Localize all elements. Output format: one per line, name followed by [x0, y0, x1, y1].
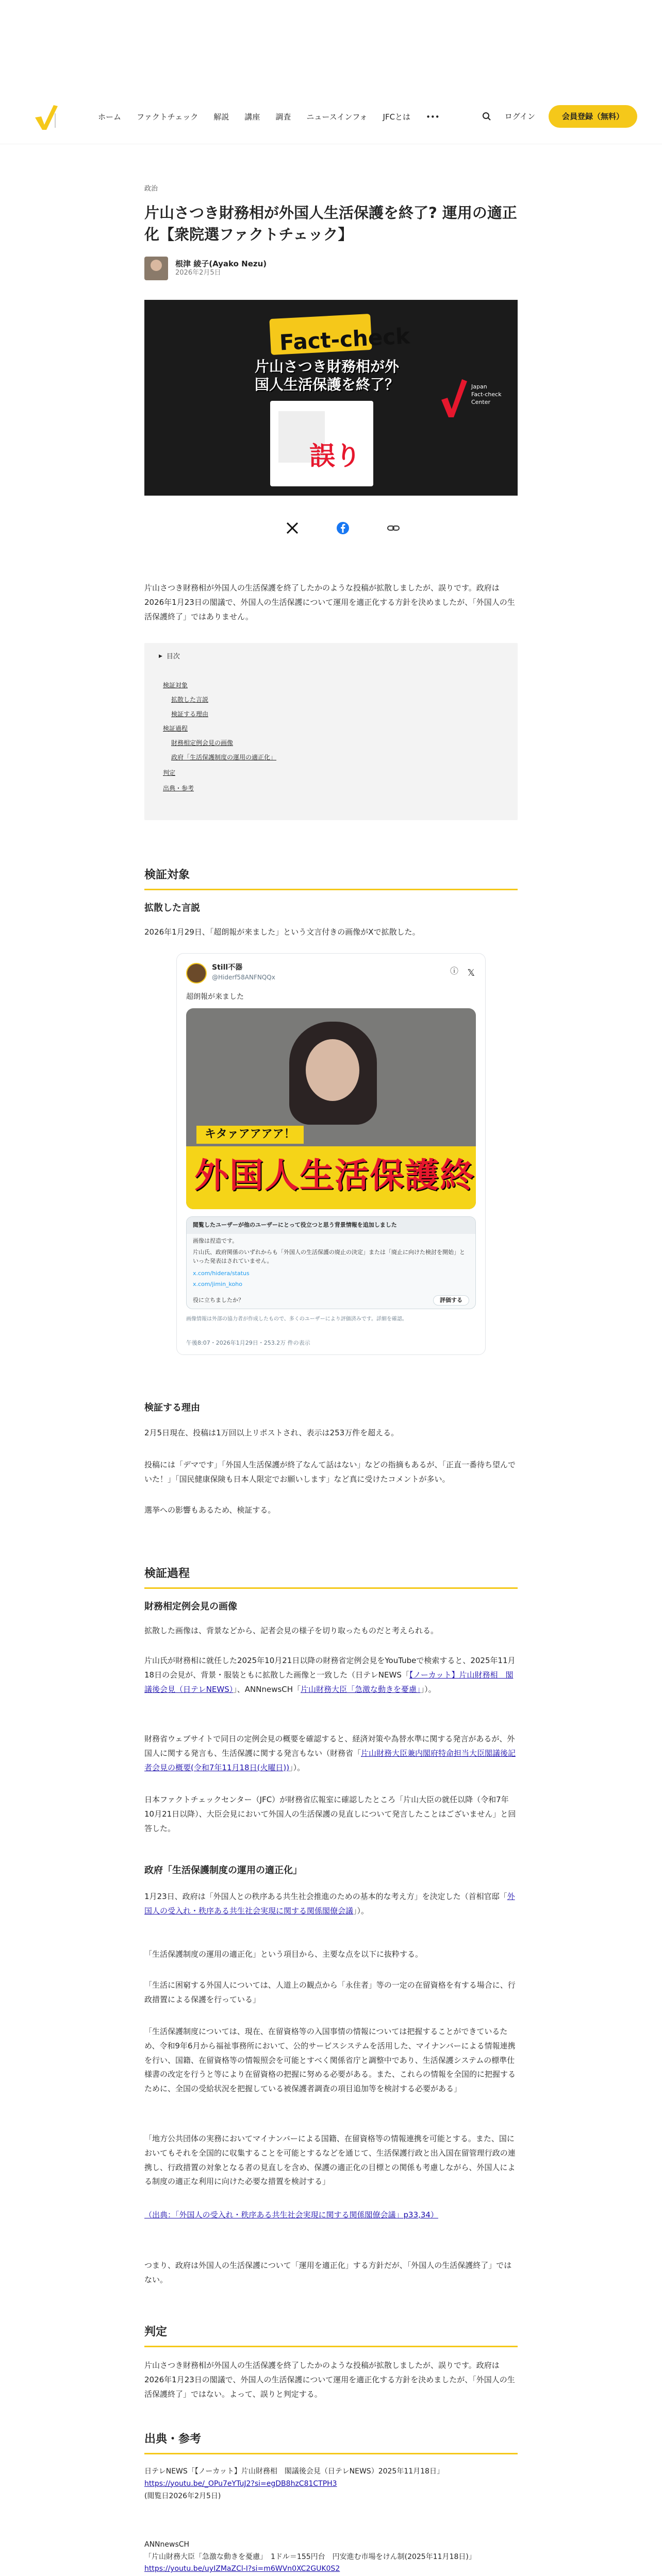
source-url[interactable]: https://youtu.be/_OPu7eYTuJ2?si=egDB8hzC81CTPH3	[144, 2479, 337, 2488]
jfc-checkmark-icon	[440, 377, 468, 418]
jfc-logo[interactable]	[33, 102, 64, 131]
nav-explainer[interactable]: 解説	[213, 112, 229, 122]
tweet-image[interactable]	[186, 1008, 476, 1209]
toc-header[interactable]: ▶ 目次	[159, 653, 180, 660]
community-note	[186, 1216, 476, 1309]
tweet-footnote: 画像情報は外部の協力者が作成したもので、多くのユーザーにより評価済みです。詳細を確認。	[186, 1316, 407, 1322]
tweet-text: 超朗報が来ました	[186, 993, 244, 1001]
source-link[interactable]: （出典：「外国人の受入れ・秩序ある共生社会実現に関する関係閣僚会議」p33,34）	[144, 2210, 438, 2219]
section-heading: 出典・参考	[144, 2432, 518, 2454]
tweet-meta[interactable]: 午後8:07・2026年1月29日・253.2万 件の表示	[186, 1340, 310, 1346]
x-share-icon[interactable]	[285, 520, 300, 536]
paragraph: 財務省ウェブサイトで同日の定例会見の概要を確認すると、経済対策や為替水準に関する発言があるが、外国人に関する発言も、生活保護に関する発言もない（財務省「片山財務大臣兼内閣府特命担当大臣閣議後記者会見の概要(令和7年11月18日(火曜日))」）。	[144, 1734, 516, 1772]
tweet-avatar[interactable]	[186, 963, 207, 984]
hero-image	[144, 300, 518, 496]
nav-research[interactable]: 調査	[275, 112, 291, 122]
x-logo-icon[interactable]: 𝕏	[467, 968, 475, 978]
nav-more[interactable]: •••	[426, 112, 440, 122]
hero-headline: 片山さつき財務相が外国人生活保護を終了？	[254, 358, 399, 393]
section-heading: 判定	[144, 2325, 518, 2347]
community-note-body: 画像は捏造です。	[193, 1237, 238, 1244]
publish-date: 2026年2月5日	[175, 269, 221, 277]
toc-item[interactable]: 検証対象	[163, 682, 188, 689]
quote-paragraph: 「生活に困窮する外国人については、人道上の観点から「永住者」等の一定の在留資格を有する場合に、行政措置による保護を行っている」	[144, 1980, 516, 2004]
jfc-org-label: Japan Fact-check Center	[471, 383, 502, 405]
subsection-heading: 拡散した言説	[144, 903, 200, 913]
main-nav	[98, 110, 440, 124]
table-of-contents	[144, 643, 518, 820]
tweet-image-caption: キタァアアアア！	[196, 1126, 304, 1144]
community-note-link[interactable]: x.com/hidera/status	[193, 1270, 250, 1277]
paragraph: 2026年1月29日、「超朗報が来ました」という文言付きの画像がXで拡散した。	[144, 927, 420, 937]
copy-link-icon[interactable]	[386, 520, 401, 536]
community-note-header: 閲覧したユーザーが他のユーザーにとって役立つと思う背景情報を追加しました	[187, 1217, 475, 1234]
section-heading: 検証対象	[144, 868, 518, 890]
verdict-paragraph: 片山さつき財務相が外国人の生活保護を終了したかのような投稿が拡散しましたが、誤りです。政府は2026年1月23日の閣議で、外国人の生活保護について運用を適正化する方針を決めましたが、「外国人の生活保護終了」ではない。よって、誤りと判定する。	[144, 2361, 515, 2399]
subsection-heading: 検証する理由	[144, 1402, 200, 1413]
page-title: 片山さつき財務相が外国人生活保護を終了? 運用の適正化【衆院選ファクトチェック】	[144, 204, 517, 244]
nav-factcheck[interactable]: ファクトチェック	[137, 112, 198, 122]
paragraph: 拡散した画像は、背景などから、記者会見の様子を切り取ったものだと考えられる。	[144, 1626, 439, 1635]
source-link[interactable]: 片山財務大臣兼内閣府特命担当大臣閣議後記者会見の概要(令和7年11月18日(火曜日))	[144, 1748, 516, 1772]
toc-item[interactable]: 財務相定例会見の画像	[171, 739, 234, 747]
paragraph: 選挙への影響もあるため、検証する。	[144, 1505, 276, 1515]
subsection-heading: 財務相定例会見の画像	[144, 1601, 237, 1612]
author-block	[144, 257, 267, 280]
facebook-share-icon[interactable]	[335, 520, 351, 536]
quote-reference	[144, 2208, 518, 2223]
toc-item[interactable]: 出典・参考	[163, 785, 194, 792]
quote-paragraph: 「地方公共団体の実務においてマイナンバーによる国籍、在留資格等の情報連携を可能とする。また、国においてもそれを全国的に収集することを可能とするなどを通じて、生活保護行政と出入国在留管理行政の連携し、行政措置の対象となる者の見直しを含め、保護の適正化の目標との関係も考慮しながら、外国人による制度の適正な利用に向けた必要な措置を検討する」	[144, 2134, 516, 2187]
community-note-link[interactable]: x.com/jimin_koho	[193, 1280, 242, 1287]
register-button[interactable]: 会員登録（無料）	[549, 105, 637, 128]
quote-paragraph: 「生活保護制度については、現在、在留資格等の入国事情の情報については把握することができているため、令和9年6月から福祉事務所において、公的サービスシステムを活用した、マイナンバーによる情報連携を行い、国籍、在留資格等の情報照会を可能とすべく関係省庁と調整中であり、生活保護システムの標準仕様書の改定を行うと等により在留資格の把握に努める必要がある。また、これらの情報を全国的に把握するために、全国の受給状況を把握している被保護者調査の項目追加等を検討する必要がある」	[144, 2027, 516, 2093]
toc-item[interactable]: 検証する理由	[171, 710, 209, 718]
paragraph: 2月5日現在、投稿は1万回以上リポストされ、表示は253万件を超える。	[144, 1428, 399, 1437]
source-link[interactable]: 片山財務大臣「急激な動きを憂慮」	[301, 1684, 421, 1694]
paragraph: 「生活保護制度の運用の適正化」という項目から、主要な点を以下に抜粋する。	[144, 1950, 423, 1959]
embedded-tweet[interactable]	[176, 953, 486, 1355]
note-helpful-question: 役に立ちましたか？	[193, 1296, 244, 1303]
source-link[interactable]: 外国人の受入れ・秩序ある共生社会実現に関する関係閣僚会議	[144, 1892, 515, 1916]
paragraph: 1月23日、政府は「外国人との秩序ある共生社会推進のための基本的な考え方」を決定した（首相官邸「外国人の受入れ・秩序ある共生社会実現に関する関係閣僚会議」）。	[144, 1892, 515, 1916]
source-url[interactable]: https://youtu.be/uyIZMaZCl-I?si=m6WVn0XC2GUK0S2	[144, 2565, 340, 2573]
community-note-body: 片山氏、政府関係のいずれからも「外国人の生活保護の廃止の決定」または「廃止に向けた検討を開始」といった発表はされていません。	[193, 1249, 465, 1264]
tweet-image-banner: 外国人生活保護終	[186, 1146, 476, 1209]
login-link[interactable]: ログイン	[504, 112, 535, 121]
source-item: 日テレNEWS「【ノーカット】片山財務相 閣議後会見（日テレNEWS）2025年11月18日」 https://youtu.be/_OPu7eYTuJ2?si=egDB8hzC81CTPH3 (閲覧日2026年2月5日)	[144, 2467, 444, 2500]
toc-item[interactable]: 政府「生活保護制度の運用の適正化」	[171, 754, 277, 761]
header-actions	[482, 105, 637, 128]
source-link[interactable]: 【ノーカット】片山財務相 閣議後会見（日テレNEWS）	[144, 1670, 514, 1694]
author-name[interactable]: 根津 綾子(Ayako Nezu)	[175, 259, 267, 268]
nav-home[interactable]: ホーム	[98, 112, 122, 122]
more-options-icon[interactable]: ⓘ	[450, 966, 458, 976]
nav-newsinfo[interactable]: ニュースインフォ	[306, 112, 368, 122]
rate-note-button[interactable]: 評価する	[433, 1295, 469, 1306]
source-item: ANNnewsCH 「片山財務大臣「急激な動きを憂慮」 1ドル＝155円台 円安進む市場をけん制(2025年11月18日)」 https://youtu.be/uyIZMaZCl-I?si=m6WVn0XC2GUK0S2	[144, 2540, 476, 2573]
tweet-author-name[interactable]: Still不器	[212, 963, 243, 972]
nav-about[interactable]: JFCとは	[383, 112, 411, 122]
subsection-heading: 政府「生活保護制度の運用の適正化」	[144, 1865, 302, 1876]
fact-check-label: Fact-check	[278, 323, 411, 355]
verdict-stamp: 誤り	[309, 441, 361, 471]
toc-item[interactable]: 判定	[163, 769, 176, 776]
breadcrumb[interactable]: 政治	[144, 185, 158, 193]
paragraph: 投稿には「デマです」「外国人生活保護が終了なんて話はない」などの指摘もあるが、「正直一番待ち望んでいた！」「国民健康保険も日本人限定でお願いします」など真に受けたコメントが多い。	[144, 1460, 516, 1484]
paragraph: 日本ファクトチェックセンター（JFC）が財務省広報室に確認したところ「片山大臣の就任以降（令和7年10月21日以降）、大臣会見において外国人の生活保護の見直しについて発言したことはございません」と回答した。	[144, 1795, 516, 1833]
section-heading: 検証過程	[144, 1566, 518, 1589]
toc-item[interactable]: 検証過程	[163, 725, 188, 732]
paragraph: つまり、政府は外国人の生活保護について「運用を適正化」する方針だが、「外国人の生活保護終了」ではない。	[144, 2261, 512, 2284]
site-header	[0, 88, 662, 144]
avatar	[144, 257, 168, 280]
toc-item[interactable]: 拡散した言説	[171, 696, 209, 703]
tweet-author-handle[interactable]: @Hiderf58ANFNQQx	[212, 974, 275, 981]
intro-summary: 片山さつき財務相が外国人の生活保護を終了したかのような投稿が拡散しましたが、誤りです。政府は2026年1月23日の閣議で、外国人の生活保護について運用を適正化する方針を決めましたが、「外国人の生活保護終了」ではありません。	[144, 583, 515, 621]
search-icon[interactable]	[482, 112, 491, 121]
share-bar	[285, 520, 401, 536]
paragraph: 片山氏が財務相に就任した2025年10月21日以降の財務省定例会見をYouTubeで検索すると、2025年11月18日の会見が、背景・服装ともに拡散した画像と一致した（日テレNEWS「【ノーカット】片山財務相 閣議後会見（日テレNEWS）」、ANNnewsCH「片山財務大臣「急激な動きを憂慮」」）。	[144, 1656, 516, 1694]
nav-course[interactable]: 講座	[244, 112, 260, 122]
